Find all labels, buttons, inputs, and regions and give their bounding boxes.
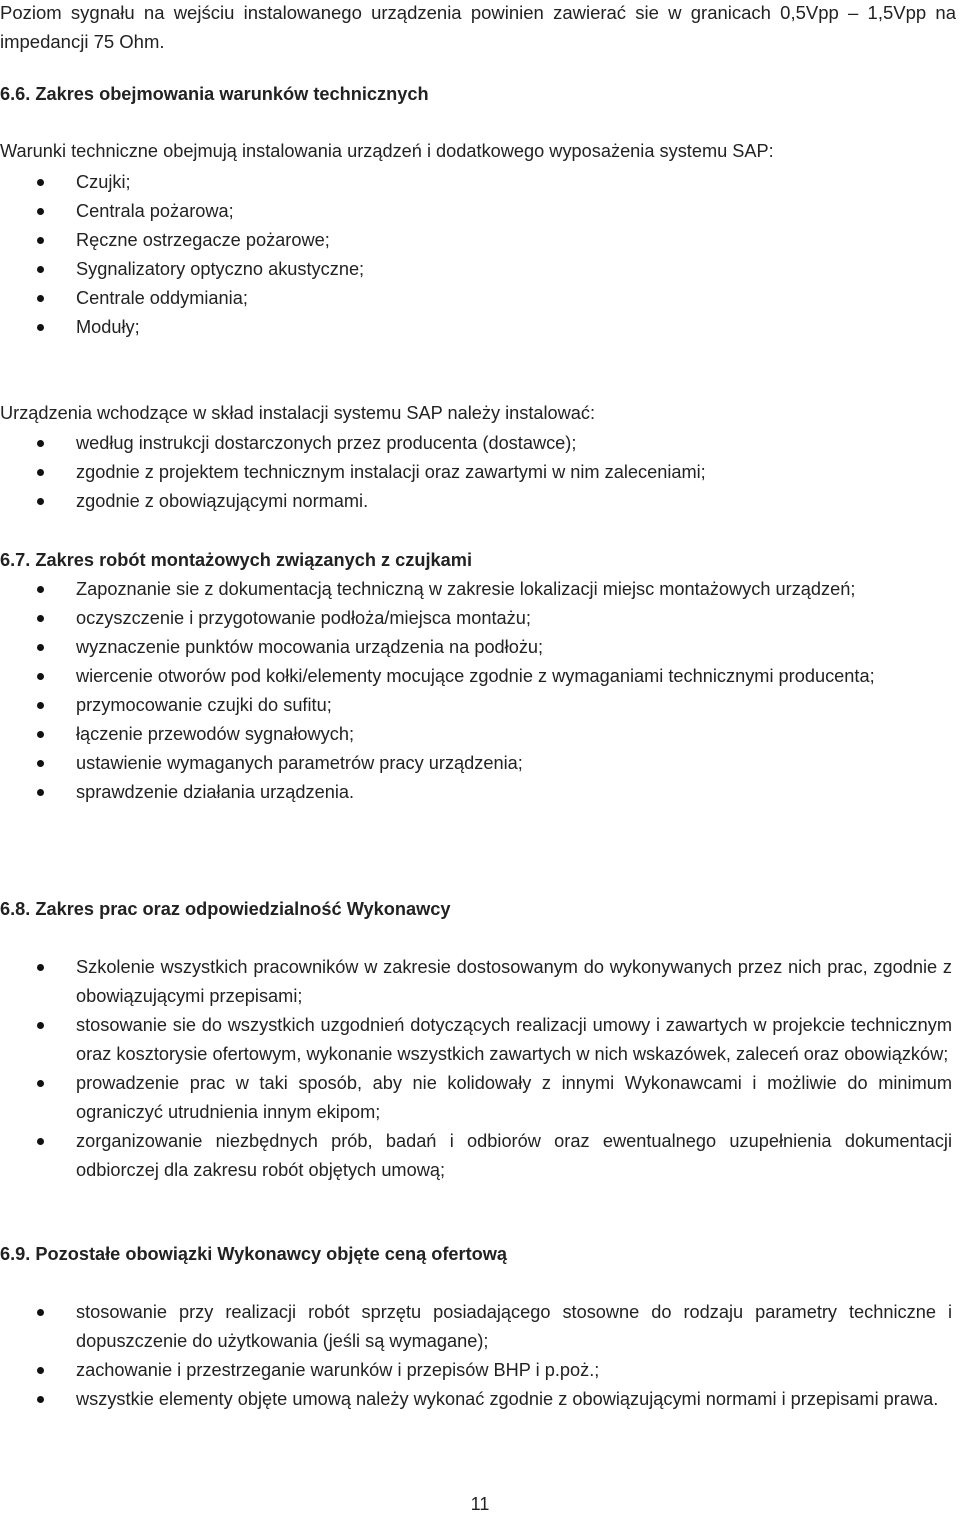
list-item: zgodnie z obowiązującymi normami. [0,487,956,516]
bullet-icon [37,179,44,186]
bullet-icon [37,208,44,215]
list-item: wiercenie otworów pod kołki/elementy mocujące zgodnie z wymaganiami technicznymi producenta; [0,662,956,691]
list-item: zachowanie i przestrzeganie warunków i przepisów BHP i p.poż.; [0,1356,956,1385]
bullet-icon [37,644,44,651]
page-number: 11 [470,1494,490,1514]
list-item: wyznaczenie punktów mocowania urządzenia na podłożu; [0,633,956,662]
bullet-icon [37,964,44,971]
bullet-icon [37,498,44,505]
bullet-icon [37,760,44,767]
list-item: ustawienie wymaganych parametrów pracy urządzenia; [0,749,956,778]
bullet-icon [37,266,44,273]
list-item: zgodnie z projektem technicznym instalacji oraz zawartymi w nim zaleceniami; [0,458,956,487]
bullet-icon [37,1367,44,1374]
bullet-icon [37,237,44,244]
bullet-icon [37,469,44,476]
section-6-6-lead-2: Urządzenia wchodzące w skład instalacji systemu SAP należy instalować: [0,403,596,423]
bullet-icon [37,440,44,447]
bullet-icon [37,586,44,593]
list-item: sprawdzenie działania urządzenia. [0,778,956,807]
bullet-icon [37,615,44,622]
bullet-icon [37,1022,44,1029]
bullet-icon [37,1138,44,1145]
list-item: według instrukcji dostarczonych przez producenta (dostawce); [0,429,956,458]
list-item: Czujki; [0,168,956,197]
list-item: Ręczne ostrzegacze pożarowe; [0,226,956,255]
section-6-8-list [0,953,956,1185]
bullet-icon [37,295,44,302]
section-6-6-list-2 [0,429,956,516]
list-item: Sygnalizatory optyczno akustyczne; [0,255,956,284]
section-6-6-lead: Warunki techniczne obejmują instalowania urządzeń i dodatkowego wyposażenia systemu SAP: [0,141,774,161]
list-item: wszystkie elementy objęte umową należy wykonać zgodnie z obowiązującymi normami i przepisami prawa. [0,1385,956,1414]
list-item: przymocowanie czujki do sufitu; [0,691,956,720]
bullet-icon [37,673,44,680]
list-item: Centrale oddymiania; [0,284,956,313]
list-item: Zapoznanie sie z dokumentacją techniczną w zakresie lokalizacji miejsc montażowych urządzeń; [0,575,956,604]
bullet-icon [37,1396,44,1403]
section-6-7-list [0,575,956,807]
list-item: prowadzenie prac w taki sposób, aby nie kolidowały z innymi Wykonawcami i możliwie do minimum ograniczyć utrudnienia innym ekipom; [0,1069,956,1127]
list-item: zorganizowanie niezbędnych prób, badań i odbiorów oraz ewentualnego uzupełnienia dokumentacji odbiorczej dla zakresu robót objętych umową; [0,1127,956,1185]
section-6-9-list [0,1298,956,1414]
list-item: stosowanie przy realizacji robót sprzętu posiadającego stosowne do rodzaju parametry techniczne i dopuszczenie do użytkowania (jeśli są wymagane); [0,1298,956,1356]
intro-paragraph: Poziom sygnału na wejściu instalowanego urządzenia powinien zawierać sie w granicach 0,5Vpp – 1,5Vpp na impedancji 75 Ohm. [0,2,956,52]
bullet-icon [37,1309,44,1316]
list-item: Centrala pożarowa; [0,197,956,226]
list-item: Szkolenie wszystkich pracowników w zakresie dostosowanym do wykonywanych przez nich prac, zgodnie z obowiązującymi przepisami; [0,953,956,1011]
section-heading-6-7: 6.7. Zakres robót montażowych związanych z czujkami [0,550,473,570]
section-6-6-list [0,168,956,342]
bullet-icon [37,702,44,709]
section-heading-6-6: 6.6. Zakres obejmowania warunków technicznych [0,84,429,104]
list-item: stosowanie sie do wszystkich uzgodnień dotyczących realizacji umowy i zawartych w projekcie technicznym oraz kosztorysie ofertowym, wykonanie wszystkich zawartych w nich wskazówek, zaleceń oraz obowiązków; [0,1011,956,1069]
list-item: Moduły; [0,313,956,342]
section-heading-6-9: 6.9. Pozostałe obowiązki Wykonawcy objęte ceną ofertową [0,1244,508,1264]
bullet-icon [37,1080,44,1087]
section-heading-6-8: 6.8. Zakres prac oraz odpowiedzialność Wykonawcy [0,899,451,919]
bullet-icon [37,324,44,331]
bullet-icon [37,731,44,738]
list-item: łączenie przewodów sygnałowych; [0,720,956,749]
list-item: oczyszczenie i przygotowanie podłoża/miejsca montażu; [0,604,956,633]
bullet-icon [37,789,44,796]
